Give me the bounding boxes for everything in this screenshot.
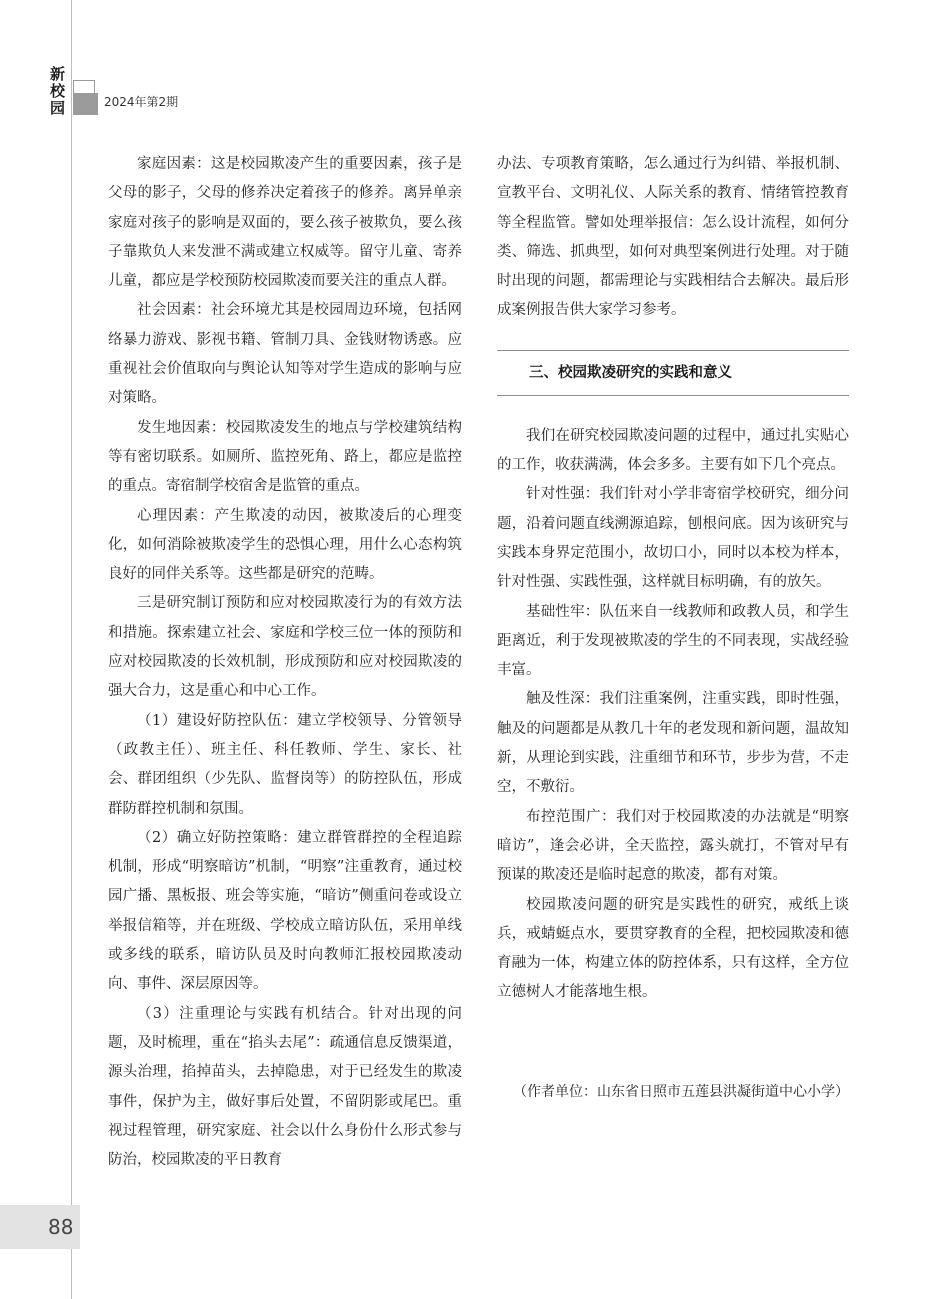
paragraph: 布控范围广：我们对于校园欺凌的办法就是“明察暗访”，逢会必讲，全天监控，露头就打，不管对早有预谋的欺凌还是临时起意的欺凌，都有对策。 [497,808,849,884]
paragraph: （1）建设好防控队伍：建立学校领导、分管领导（政教主任）、班主任、科任教师、学生、家长、社会、群团组织（少先队、监督岗等）的防控队伍，形成群防群控机制和氛围。 [108,712,462,817]
continued-paragraph: 办法、专项教育策略，怎么通过行为纠错、举报机制、宣教平台、文明礼仪、人际关系的教育、情绪管控教育等全程监管。譬如处理举报信：怎么设计流程，如何分类、筛选、抓典型，如何对典型案例进行处理。对于随时出现的问题，都需理论与实践相结合去解决。最后形成案例报告供大家学习参考。 [497,156,849,319]
magazine-brand [50,66,68,117]
margin-rule [71,0,72,1299]
paragraph: （3）注重理论与实践有机结合。针对出现的问题，及时梳理，重在“掐头去尾”：疏通信息反馈渠道，源头治理，掐掉苗头，去掉隐患，对于已经发生的欺凌事件，保护为主，做好事后处置，不留阴影或尾巴。重视过程管理，研究家庭、社会以什么身份什么形式参与防治，校园欺凌的平日教育 [108,1005,462,1169]
header-square-fill [73,93,98,115]
left-column [108,150,462,1175]
paragraph: 三是研究制订预防和应对校园欺凌行为的有效方法和措施。探索建立社会、家庭和学校三位一体的预防和应对校园欺凌的长效机制，形成预防和应对校园欺凌的强大合力，这是重心和中心工作。 [108,595,462,700]
paragraph: 发生地因素：校园欺凌发生的地点与学校建筑结构等有密切联系。如厕所、监控死角、路上，都应是监控的重点。寄宿制学校宿舍是监管的重点。 [108,419,462,495]
paragraph: 心理因素：产生欺凌的动因，被欺凌后的心理变化，如何消除被欺凌学生的恐惧心理，用什么心态构筑良好的同伴关系等。这些都是研究的范畴。 [108,507,462,583]
issue-label: 2024年第2期 [104,95,179,109]
section-heading-block [497,350,849,396]
paragraph: 针对性强：我们针对小学非寄宿学校研究，细分问题，沿着问题直线溯源追踪，刨根问底。因为该研究与实践本身界定范围小，故切口小，同时以本校为样本，针对性强、实践性强，这样就目标明确，有的放矢。 [497,486,849,591]
paragraph: 基础性牢：队伍来自一线教师和政教人员，和学生距离近，利于发现被欺凌的学生的不同表现，实战经验丰富。 [497,603,849,679]
paragraph: 触及性深：我们注重案例，注重实践，即时性强，触及的问题都是从教几十年的老发现和新问题，温故知新，从理论到实践，注重细节和环节，步步为营，不走空，不敷衍。 [497,691,849,796]
section-rule-bottom [497,395,849,396]
right-column [497,150,849,1107]
brand-char: 园 [50,99,66,117]
paragraph: 校园欺凌问题的研究是实践性的研究，戒纸上谈兵，戒蜻蜓点水，要贯穿教育的全程，把校园欺凌和德育融为一体，构建立体的防控体系，只有这样，全方位立德树人才能落地生根。 [497,896,849,1001]
paragraph: （2）确立好防控策略：建立群管群控的全程追踪机制，形成“明察暗访”机制，“明察”注重教育，通过校园广播、黑板报、班会等实施，“暗访”侧重问卷或设立举报信箱等，并在班级、学校成立暗访队伍，采用单线或多线的联系，暗访队员及时向教师汇报校园欺凌动向、事件、深层原因等。 [108,829,462,993]
page-number: 88 [48,1215,74,1239]
brand-char: 校 [50,82,66,100]
author-affiliation: （作者单位：山东省日照市五莲县洪凝街道中心小学） [513,1083,849,1100]
paragraph: 社会因素：社会环境尤其是校园周边环境，包括网络暴力游戏、影视书籍、管制刀具、金钱财物诱惑。应重视社会价值取向与舆论认知等对学生造成的影响与应对策略。 [108,302,462,407]
section-title: 三、校园欺凌研究的实践和意义 [529,364,732,381]
brand-char: 新 [50,65,66,83]
paragraph: 我们在研究校园欺凌问题的过程中，通过扎实贴心的工作，收获满满，体会多多。主要有如下几个亮点。 [497,427,849,474]
paragraph: 家庭因素：这是校园欺凌产生的重要因素，孩子是父母的影子，父母的修养决定着孩子的修养。离异单亲家庭对孩子的影响是双面的，要么孩子被欺负，要么孩子靠欺负人来发泄不满或建立权威等。留守儿童、寄养儿童，都应是学校预防校园欺凌而要关注的重点人群。 [108,156,462,290]
